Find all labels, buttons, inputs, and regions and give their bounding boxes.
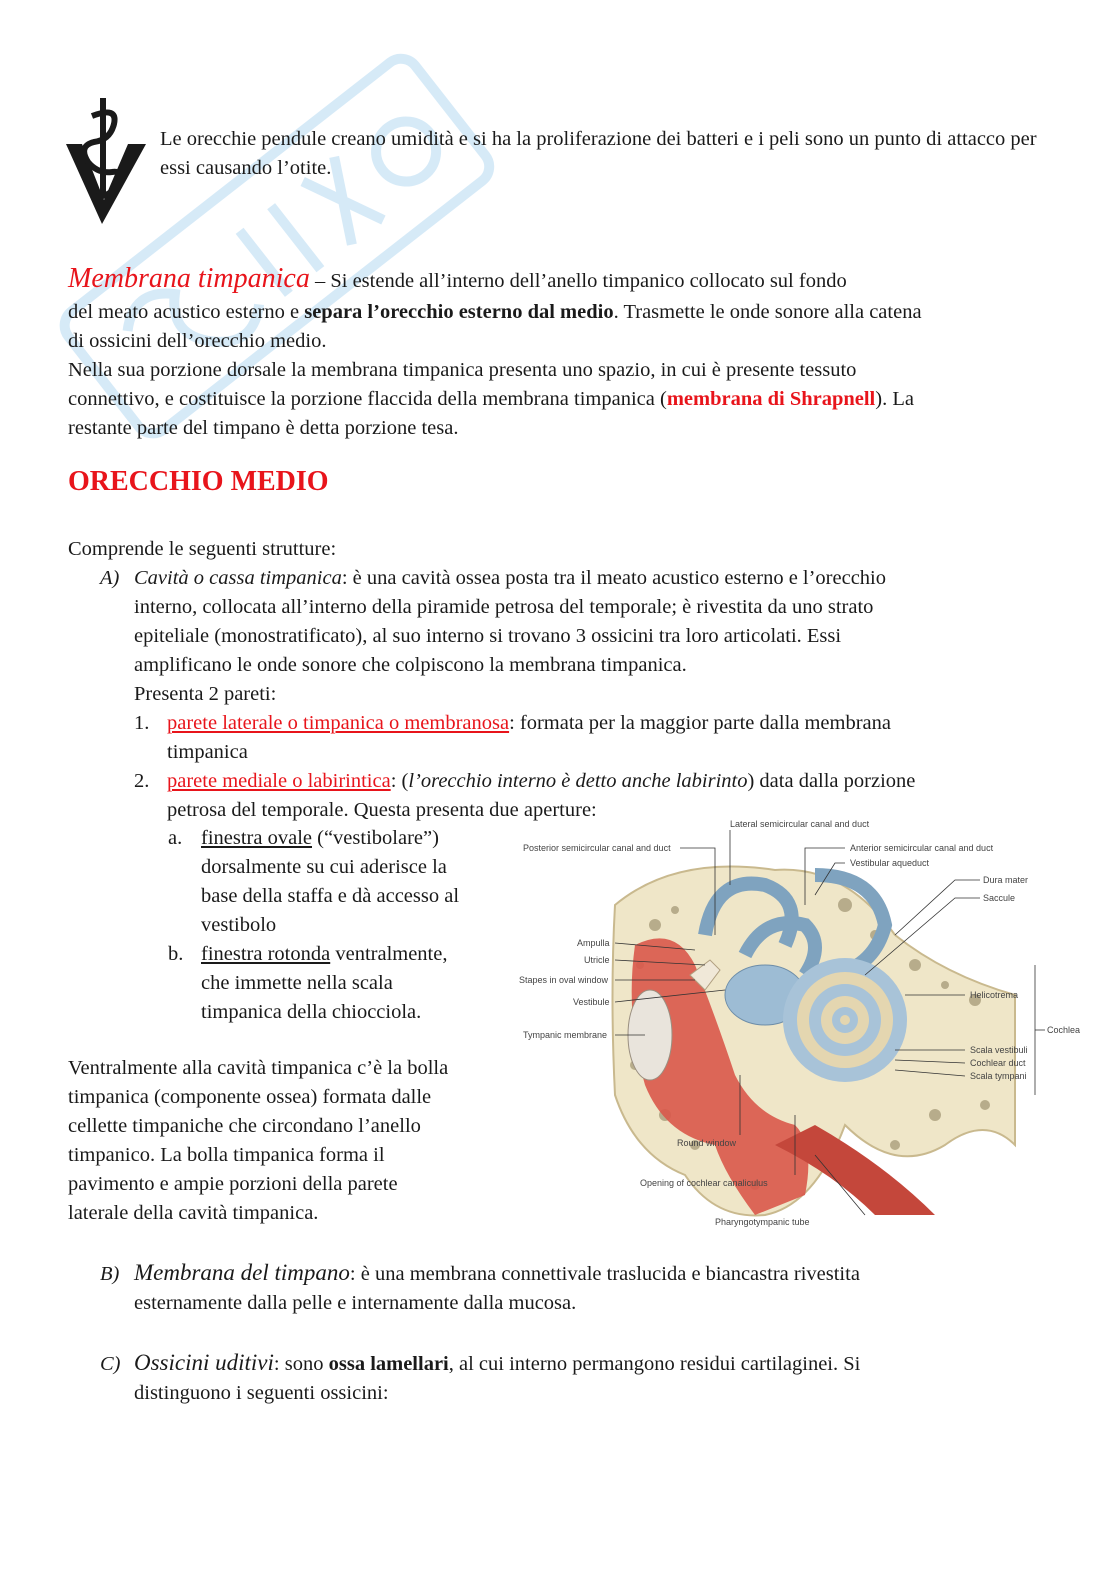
membrana-timpanica-section	[68, 262, 1068, 443]
label-cochlear-duct: Cochlear duct	[970, 1058, 1026, 1068]
parete-laterale-link[interactable]: parete laterale o timpanica o membranosa	[167, 712, 510, 734]
text: vestibolo	[201, 914, 277, 936]
text: timpanica (componente ossea) formata dalle	[68, 1086, 432, 1108]
label-scala-tympani: Scala tympani	[970, 1071, 1027, 1081]
list-number: 2.	[134, 770, 150, 792]
item-c	[100, 1348, 1060, 1408]
intro-paragraph: Le orecchie pendule creano umidità e si ha la proliferazione dei batteri e i peli sono un punto di attacco per essi causando l’otite.	[160, 128, 1037, 179]
label-tympanic-membrane: Tympanic membrane	[523, 1030, 608, 1040]
label-anterior-canal: Anterior semicircular canal and duct	[850, 843, 994, 853]
label-ampulla: Ampulla	[577, 938, 610, 948]
text: ) data dalla porzione	[747, 770, 916, 792]
text: : è una cavità ossea posta tra il meato acustico esterno e l’orecchio	[341, 567, 887, 589]
text: restante parte del timpano è detta porzione tesa.	[68, 417, 459, 439]
ear-anatomy-figure	[515, 815, 1085, 1235]
text: Ventralmente alla cavità timpanica c’è la bolla	[68, 1057, 449, 1079]
text: interno, collocata all’interno della piramide petrosa del temporale; è rivestita da uno strato	[134, 596, 874, 618]
text: Presenta 2 pareti:	[134, 683, 277, 705]
label-vestibular-aqueduct: Vestibular aqueduct	[850, 858, 930, 868]
apertures-list	[168, 824, 508, 1027]
list-marker: C)	[100, 1353, 121, 1375]
text: che immette nella scala	[201, 972, 393, 994]
label-stapes: Stapes in oval window	[519, 975, 609, 985]
text: , al cui interno permangono residui cartilaginei. Si	[448, 1353, 861, 1375]
shrapnell-term: membrana di Shrapnell	[666, 388, 876, 410]
label-helicotrema: Helicotrema	[970, 990, 1019, 1000]
text: distinguono i seguenti ossicini:	[134, 1382, 389, 1404]
text: . Trasmette le onde sonore alla catena	[613, 301, 922, 323]
item-term: Membrana del timpano	[134, 1260, 350, 1285]
list-marker: A)	[100, 567, 120, 589]
membrana-title: Membrana timpanica	[68, 263, 310, 294]
item-term: Ossicini uditivi	[134, 1350, 274, 1375]
parete-mediale-link[interactable]: parete mediale o labirintica	[167, 770, 391, 792]
label-lateral-canal: Lateral semicircular canal and duct	[730, 819, 870, 829]
text: cellette timpaniche che circondano l’anello	[68, 1115, 421, 1137]
text: Nella sua porzione dorsale la membrana timpanica presenta uno spazio, in cui è presente tessuto	[68, 359, 857, 381]
finestra-rotonda-term: finestra rotonda	[201, 943, 331, 965]
text: ). La	[875, 388, 914, 410]
text: dorsalmente su cui aderisce la	[201, 856, 447, 878]
label-utricle: Utricle	[584, 955, 610, 965]
label-canaliculus: Opening of cochlear canaliculus	[640, 1178, 768, 1188]
text: – Si estende all’interno dell’anello timpanico collocato sul fondo	[309, 270, 847, 292]
italic-text: l’orecchio interno è detto anche labirinto	[408, 770, 748, 792]
list-number: 1.	[134, 712, 150, 734]
list-marker: B)	[100, 1263, 120, 1285]
bolla-paragraph	[68, 1054, 508, 1228]
bold-text: separa l’orecchio esterno dal medio	[304, 301, 614, 323]
label-round-window: Round window	[677, 1138, 737, 1148]
text: base della staffa e dà accesso al	[201, 885, 460, 907]
section-title: ORECCHIO MEDIO	[68, 466, 329, 497]
item-a	[100, 564, 1060, 825]
label-saccule: Saccule	[983, 893, 1016, 903]
veterinary-logo-icon	[62, 96, 150, 224]
text: del meato acustico esterno e	[68, 301, 305, 323]
text: epiteliale (monostratificato), al suo interno si trovano 3 ossicini tra loro articolati. Essi	[134, 625, 842, 647]
label-cochlea: Cochlea	[1047, 1025, 1081, 1035]
cochlea-spiral	[783, 958, 907, 1082]
text: : sono	[273, 1353, 329, 1375]
label-pharyngotympanic-tube: Pharyngotympanic tube	[715, 1217, 810, 1227]
finestra-ovale-term: finestra ovale	[201, 827, 312, 849]
list-marker: a.	[168, 827, 183, 849]
text: pavimento e ampie porzioni della parete	[68, 1173, 398, 1195]
list-marker: b.	[168, 943, 184, 965]
text: timpanica	[167, 741, 248, 763]
text: di ossicini dell’orecchio medio.	[68, 330, 327, 352]
text: timpanico. La bolla timpanica forma il	[68, 1144, 385, 1166]
label-scala-vestibuli: Scala vestibuli	[970, 1045, 1028, 1055]
text: timpanica della chiocciola.	[201, 1001, 422, 1023]
text: petrosa del temporale. Questa presenta due aperture:	[167, 799, 597, 821]
text: esternamente dalla pelle e internamente dalla mucosa.	[134, 1292, 577, 1314]
label-dura-mater: Dura mater	[983, 875, 1029, 885]
item-b	[100, 1258, 1060, 1318]
text: (“vestibolare”)	[312, 827, 439, 849]
label-posterior-canal: Posterior semicircular canal and duct	[523, 843, 671, 853]
item-term: Cavità o cassa timpanica	[134, 567, 342, 589]
text: : (	[390, 770, 409, 792]
text: amplificano le onde sonore che colpiscono la membrana timpanica.	[134, 654, 687, 676]
text: ventralmente,	[330, 943, 448, 965]
bold-text: ossa lamellari	[328, 1353, 449, 1375]
section-intro: Comprende le seguenti strutture:	[68, 538, 337, 560]
text: laterale della cavità timpanica.	[68, 1202, 319, 1224]
text: connettivo, e costituisce la porzione flaccida della membrana timpanica (	[68, 388, 667, 410]
text: : è una membrana connettivale traslucida e biancastra rivestita	[349, 1263, 860, 1285]
text: : formata per la maggior parte dalla membrana	[509, 712, 892, 734]
label-vestibule: Vestibule	[573, 997, 610, 1007]
